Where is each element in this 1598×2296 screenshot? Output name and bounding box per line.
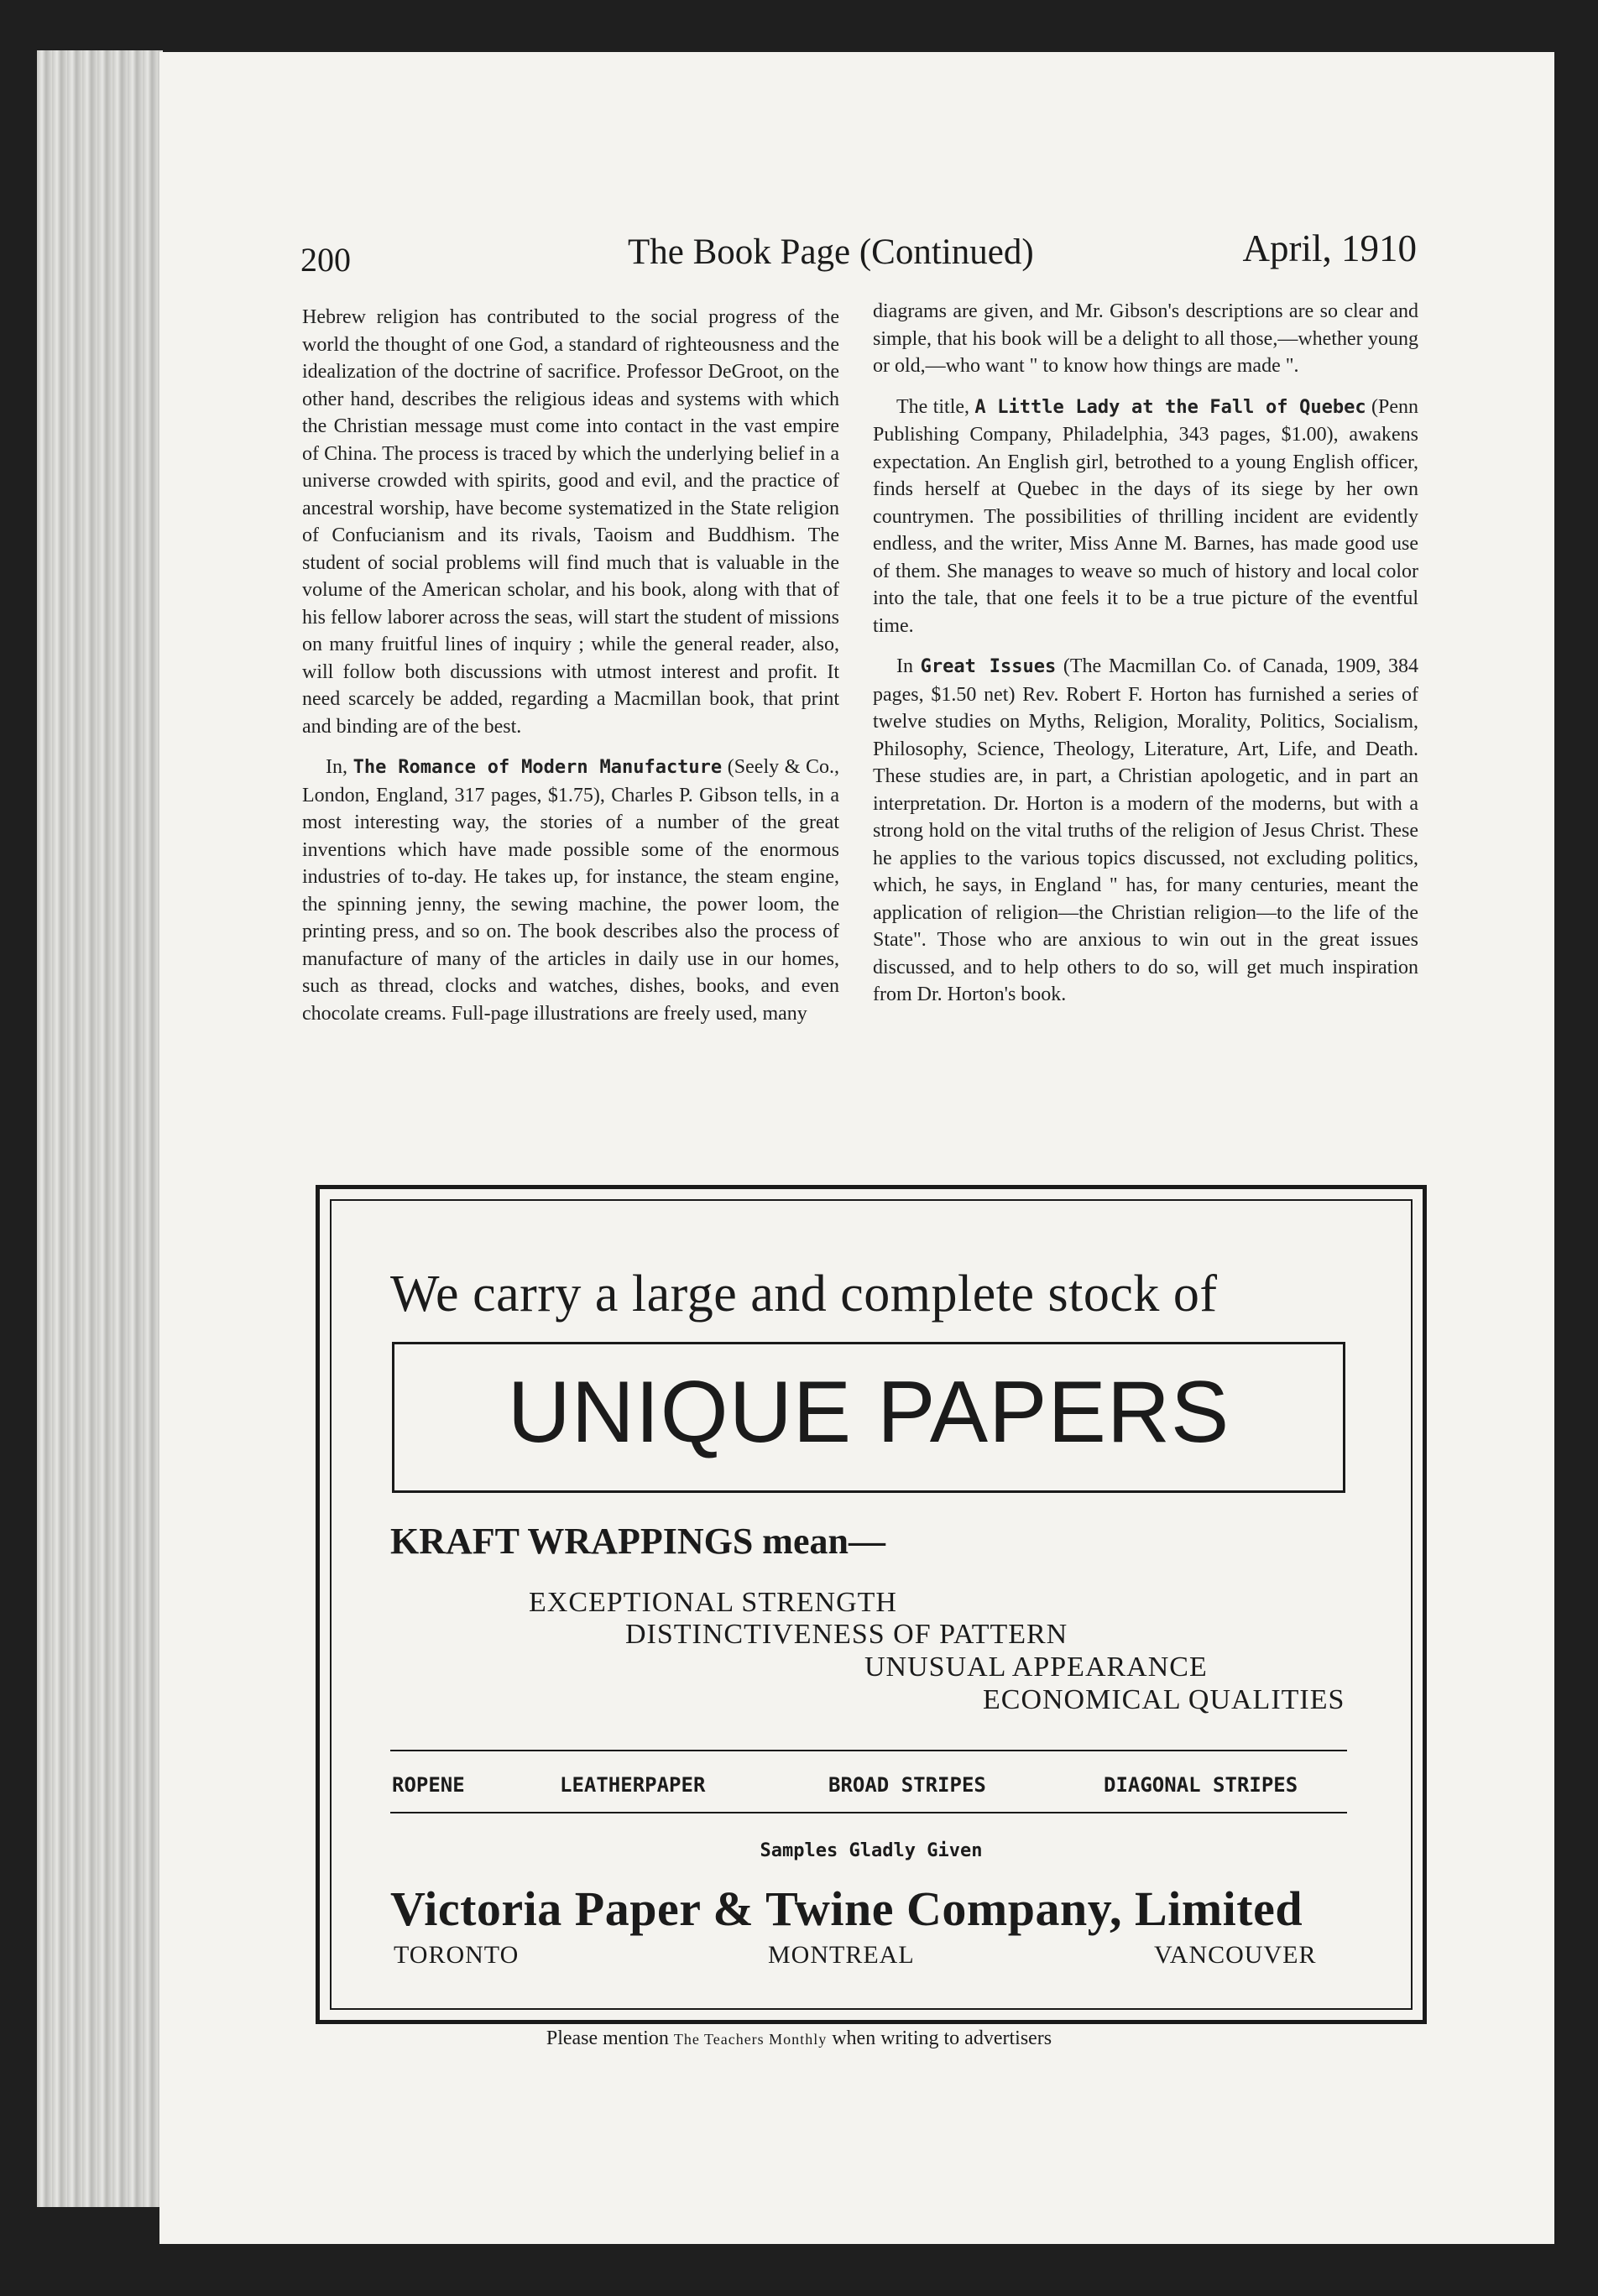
- paragraph: [302, 754, 839, 1027]
- paragraph: [873, 653, 1418, 1009]
- ad-samples-line: Samples Gladly Given: [760, 1840, 983, 1861]
- book-title: The Romance of Modern Manufacture: [352, 757, 723, 778]
- ad-city: TORONTO: [394, 1941, 520, 1969]
- page-header: [300, 225, 1417, 284]
- advertisement-inner-border: [330, 1199, 1413, 2010]
- ad-city: MONTREAL: [768, 1941, 915, 1969]
- ad-kraft-line: KRAFT WRAPPINGS mean—: [390, 1521, 885, 1562]
- ad-company-name: Victoria Paper & Twine Company, Limited: [390, 1881, 1303, 1936]
- paragraph: diagrams are given, and Mr. Gibson's descriptions are so clear and simple, that his book will be a delight to all those,—whether young or old,—who want " to know how things are made ".: [873, 300, 1418, 377]
- paragraph-text: (The Macmillan Co. of Canada, 1909, 384 pages, $1.50 net) Rev. Robert F. Horton has furnished a series of twelve studies on Myths, Religion, Morality, Politics, Socialism, Philosophy, Science, Theology, Literature, Art, Life, and Death. These studies are, in part, a Christian apologetic, and in part an interpretation. Dr. Horton is a modern of the moderns, but with a strong hold on the vital truths of the religion of Jesus Christ. These he applies to the various topics discussed, not excluding politics, which, he says, in England " has, for many centuries, meant the application of religion—the Christian religion—to the life of the State". Those who are anxious to win out in the great issues discussed, and to help others to do so, will get much inspiration from Dr. Horton's book.: [873, 655, 1419, 1005]
- footer-publication: The Teachers Monthly: [673, 2031, 828, 2048]
- ad-quality: UNUSUAL APPEARANCE: [864, 1652, 1208, 1683]
- footer-note: [0, 2027, 1598, 2050]
- ad-quality: EXCEPTIONAL STRENGTH: [529, 1587, 897, 1618]
- paragraph: [873, 394, 1418, 640]
- issue-date: April, 1910: [1242, 227, 1417, 269]
- book-title: Great Issues: [920, 656, 1057, 677]
- footer-lead: Please mention: [546, 2027, 669, 2049]
- paragraph-lead: In,: [326, 756, 347, 778]
- paragraph-text: (Seely & Co., London, England, 317 pages, $1.75), Charles P. Gibson tells, in a most interesting way, the stories of a number of the great inventions which have made possible some of the enormous industries of to-day. He takes up, for instance, the steam engine, the spinning jenny, the sewing machine, the power loom, the printing press, and so on. The book describes also the process of manufacture of many of the articles in daily use in our homes, such as thread, clocks and watches, dishes, books, and even chocolate creams. Full-page illustrations are freely used, many: [302, 756, 840, 1025]
- right-column: [873, 298, 1418, 1022]
- ad-paper-type: BROAD STRIPES: [828, 1773, 986, 1797]
- ad-paper-type: LEATHERPAPER: [560, 1773, 706, 1797]
- page-number: 200: [300, 241, 351, 279]
- ad-divider: [390, 1750, 1347, 1751]
- page-edges: [37, 50, 163, 2207]
- footer-tail: when writing to advertisers: [832, 2027, 1052, 2049]
- ad-paper-type: ROPENE: [392, 1773, 465, 1797]
- left-column: [302, 304, 839, 1041]
- ad-divider: [390, 1812, 1347, 1813]
- ad-quality: DISTINCTIVENESS OF PATTERN: [625, 1619, 1068, 1650]
- paragraph-text: (Penn Publishing Company, Philadelphia, 343 pages, $1.00), awakens expectation. An English girl, betrothed to a young English officer, finds herself at Quebec in the days of its siege by her own countrymen. The possibilities of thrilling incident are evidently endless, and the writer, Miss Anne M. Barnes, has made good use of them. She manages to weave so much of history and local color into the tale, that one feels it to be a true picture of the eventful time.: [873, 395, 1419, 637]
- advertisement: [316, 1185, 1427, 2024]
- paragraph-lead: The title,: [896, 395, 970, 418]
- ad-city: VANCOUVER: [1154, 1941, 1317, 1969]
- ad-quality: ECONOMICAL QUALITIES: [983, 1684, 1345, 1715]
- ad-brand: UNIQUE PAPERS: [507, 1364, 1230, 1461]
- paragraph-lead: In: [896, 655, 913, 677]
- book-title: A Little Lady at the Fall of Quebec: [974, 396, 1366, 418]
- ad-headline: We carry a large and complete stock of: [390, 1265, 1218, 1323]
- paragraph: Hebrew religion has contributed to the social progress of the world the thought of one God, a standard of righteousness and the idealization of the doctrine of sacrifice. Professor DeGroot, on the other hand, describes the religious ideas and systems with which the Christian message must come into contact in the vast empire of China. The process is traced by which the underlying belief in a universe crowded with spirits, good and evil, and the practice of ancestral worship, have become systematized in the State religion of Confucianism and its rivals, Taoism and Buddhism. The student of social problems will find much that is valuable in the volume of the American scholar, and his book, along with that of his fellow laborer across the seas, will start the student of missions on many fruitful lines of inquiry ; while the general reader, also, will follow both discussions with utmost interest and profit. It need scarcely be added, regarding a Macmillan book, that print and binding are of the best.: [302, 306, 839, 738]
- ad-paper-type: DIAGONAL STRIPES: [1104, 1773, 1298, 1797]
- running-title: The Book Page (Continued): [628, 232, 1034, 272]
- ad-brand-box: [392, 1342, 1345, 1493]
